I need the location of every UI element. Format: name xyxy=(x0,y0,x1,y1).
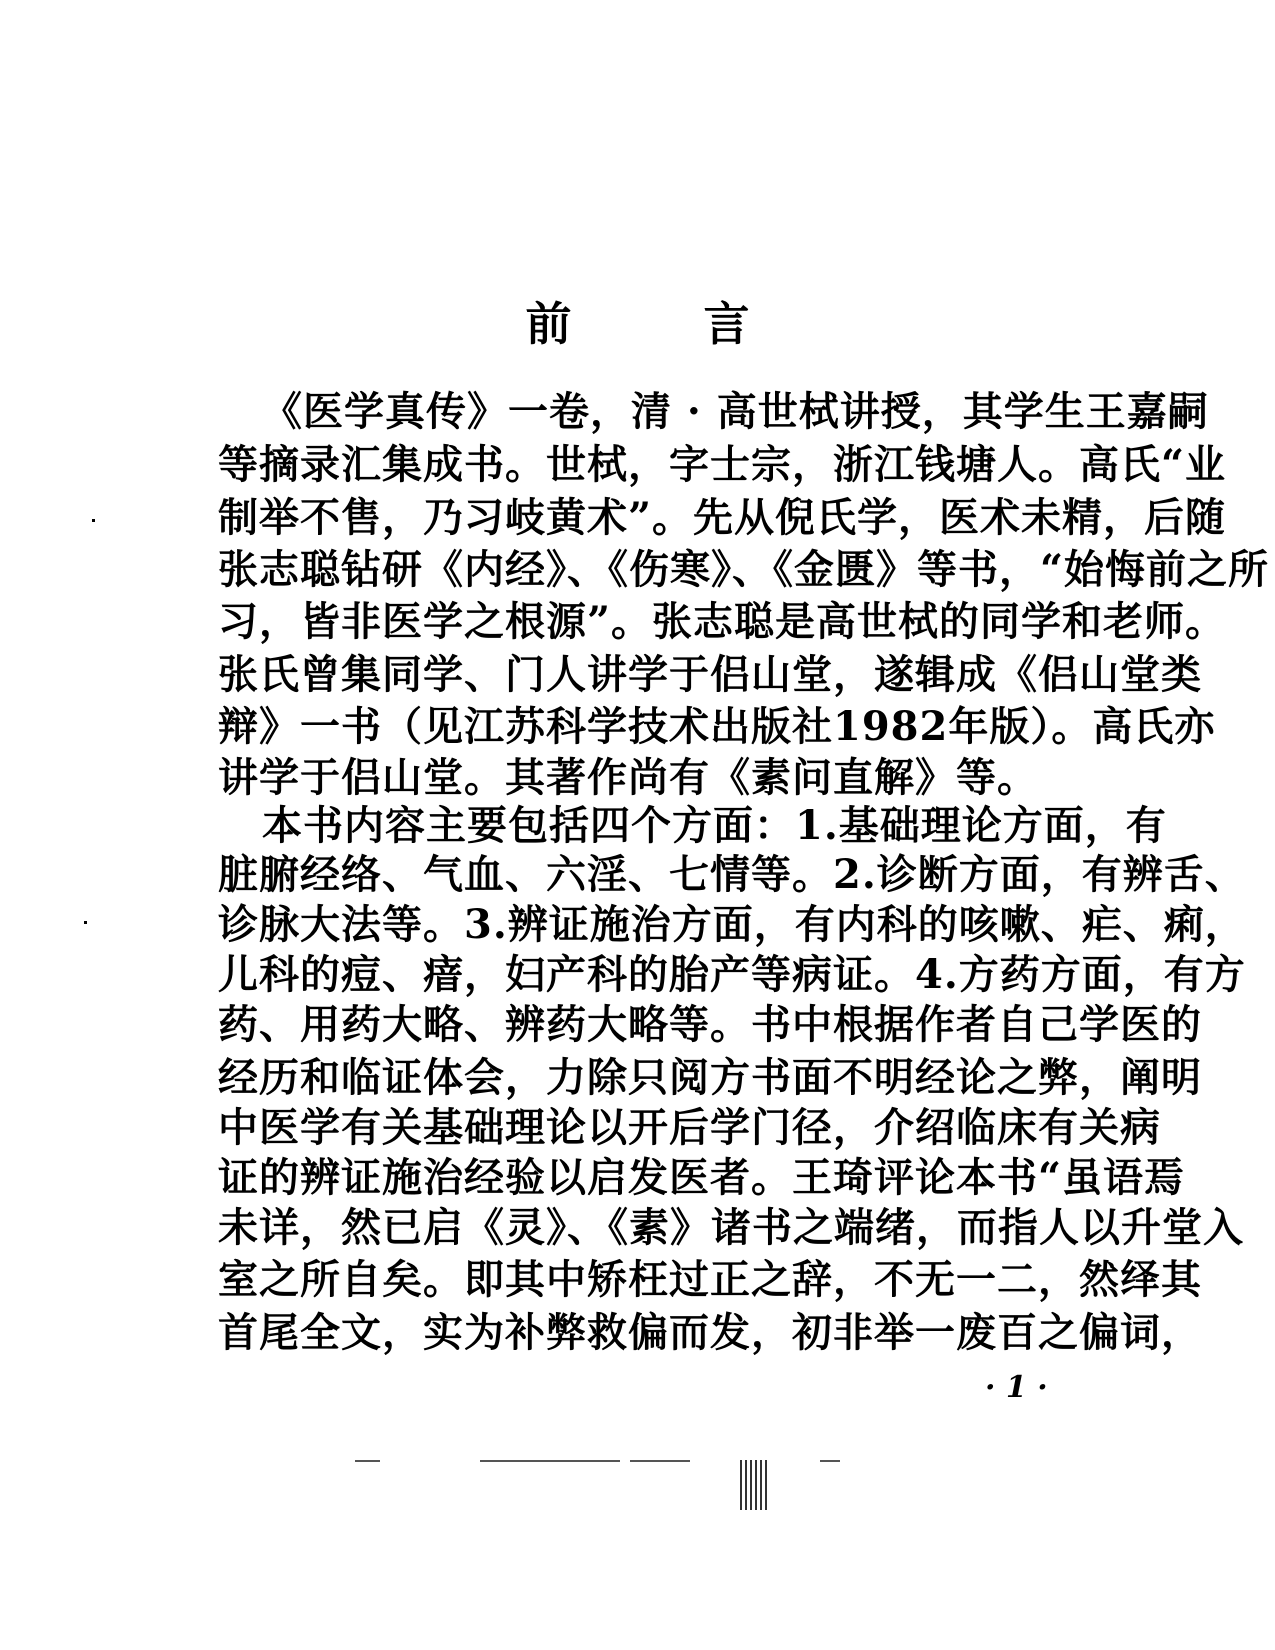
scan-artifact xyxy=(740,1460,770,1510)
scan-artifact xyxy=(480,1460,620,1462)
text-line: 习，皆非医学之根源”。张志聪是高世栻的同学和老师。 xyxy=(218,598,1227,645)
scan-artifact xyxy=(630,1460,690,1462)
text-line: 首尾全文，实为补弊救偏而发，初非举一废百之偏词， xyxy=(218,1309,1202,1356)
scan-speck xyxy=(92,519,95,522)
title-char-1: 前 xyxy=(525,297,572,351)
scan-artifact xyxy=(355,1460,380,1462)
text-line: 讲学于侣山堂。其著作尚有《素问直解》等。 xyxy=(218,754,1038,801)
text-line: 辩》一书（见江苏科学技术出版社1982年版）。高氏亦 xyxy=(218,703,1216,750)
text-line: 经历和临证体会，力除只阅方书面不明经论之弊，阐明 xyxy=(218,1054,1202,1101)
text-line: 张志聪钻研《内经》、《伤寒》、《金匮》等书，“始悔前之所 xyxy=(218,546,1270,593)
text-line: 《医学真传》一卷，清 · 高世栻讲授，其学生王嘉嗣 xyxy=(262,388,1209,435)
text-line: 中医学有关基础理论以开后学门径，介绍临床有关病 xyxy=(218,1104,1161,1151)
text-line: 诊脉大法等。3.辨证施治方面，有内科的咳嗽、疟、痢， xyxy=(218,901,1246,948)
page-title xyxy=(0,288,1275,354)
title-char-2: 言 xyxy=(703,297,750,351)
text-line: 等摘录汇集成书。世栻，字士宗，浙江钱塘人。高氏“业 xyxy=(218,441,1227,488)
scan-artifact xyxy=(820,1460,840,1462)
text-line: 儿科的痘、瘖，妇产科的胎产等病证。4.方药方面，有方 xyxy=(218,951,1246,998)
text-line: 脏腑经络、气血、六淫、七情等。2.诊断方面，有辨舌、 xyxy=(218,851,1246,898)
text-line: 室之所自矣。即其中矫枉过正之辞，不无一二，然绎其 xyxy=(218,1256,1202,1303)
page-number: · 1 · xyxy=(985,1370,1048,1405)
text-line: 药、用药大略、辨药大略等。书中根据作者自己学医的 xyxy=(218,1001,1202,1048)
text-line: 本书内容主要包括四个方面：1.基础理论方面，有 xyxy=(262,802,1167,849)
text-line: 制举不售，乃习岐黄术”。先从倪氏学，医术未精，后随 xyxy=(218,494,1227,541)
text-line: 张氏曾集同学、门人讲学于侣山堂，遂辑成《侣山堂类 xyxy=(218,651,1202,698)
text-line: 未详，然已启《灵》、《素》诸书之端绪，而指人以升堂入 xyxy=(218,1204,1244,1251)
scan-speck xyxy=(84,921,87,924)
text-line: 证的辨证施治经验以启发医者。王琦评论本书“虽语焉 xyxy=(218,1154,1186,1201)
